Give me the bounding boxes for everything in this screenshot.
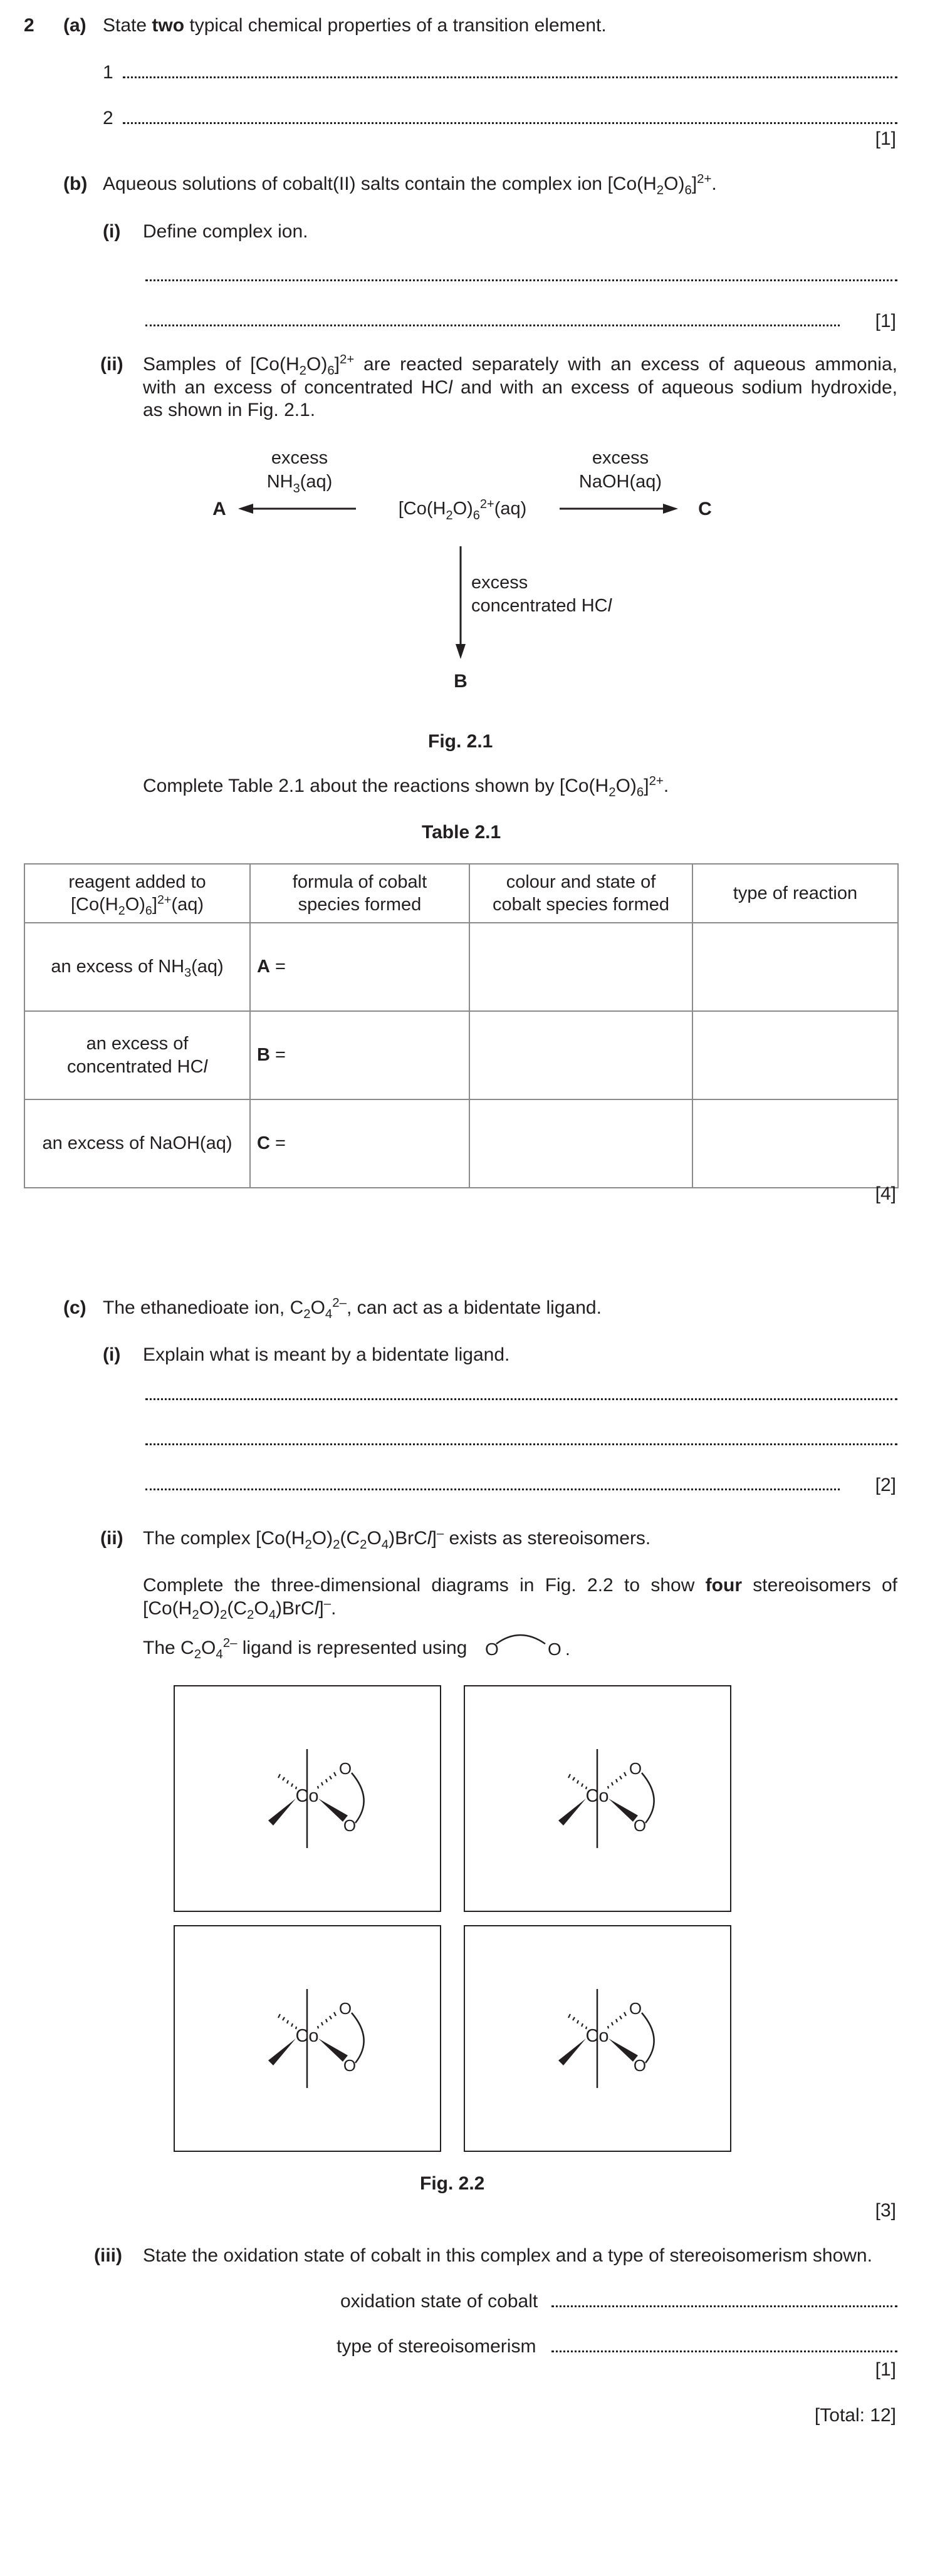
- part-b-ii-line2: with an excess of concentrated HCl and with an excess of aqueous sodium hydroxide,: [143, 377, 897, 398]
- ligand-representation-text: The $C_2O_4^{2-}$ ligand is represented using: [143, 1636, 467, 1661]
- stereoisomer-diagram-1: [175, 1686, 440, 1911]
- row-reagent-hcl: an excess of concentrated HCl: [24, 1011, 250, 1099]
- part-c-ii-instruction-line1: Complete the three-dimensional diagrams in Fig. 2.2 to show four stereoisomers of: [143, 1575, 897, 1596]
- header-reaction-type: type of reaction: [692, 864, 898, 923]
- hashed-wedge-right: [318, 1772, 336, 1789]
- oxygen-label-bottom: O: [343, 2056, 357, 2075]
- fig-2-1-scheme: [0, 432, 940, 702]
- part-b-i-answer-line-1[interactable]: [145, 279, 897, 281]
- part-c-i-question: Explain what is meant by a bidentate ligand.: [143, 1344, 510, 1365]
- hashed-wedge-right: [318, 2012, 336, 2028]
- part-a-answer-line-1[interactable]: [123, 76, 897, 78]
- right-reagent-line2: NaOH(aq): [578, 472, 662, 492]
- octahedral-template: [268, 1749, 364, 1848]
- part-b-i-answer-line-2[interactable]: [145, 325, 840, 326]
- part-c-iii-marks: [1]: [875, 2359, 896, 2380]
- arrow-right-head: [663, 504, 678, 514]
- oxidation-state-label: oxidation state of cobalt: [340, 2291, 538, 2312]
- arrow-down-head: [456, 644, 466, 659]
- oxygen-label-bottom: O: [633, 1816, 647, 1835]
- center-species: [$Co(H_2O)_6^{2+}(aq)$: [398, 497, 527, 522]
- stereoisomer-box-4[interactable]: [464, 1925, 731, 2152]
- part-a-line1-number: 1: [103, 62, 113, 83]
- fig-2-1-caption: Fig. 2.1: [428, 731, 493, 752]
- right-reagent: [579, 448, 662, 492]
- question-number: 2: [24, 15, 34, 36]
- hashed-wedge-right: [608, 1772, 626, 1789]
- oxygen-label-top: O: [629, 1759, 642, 1778]
- stereoisomer-box-3[interactable]: [174, 1925, 441, 2152]
- left-reagent-line1: excess: [271, 448, 328, 468]
- row-formula-c[interactable]: C =: [250, 1099, 469, 1188]
- part-c-ii-instruction-line2: $[Co(H_2O)_2(C_2O_4)BrCl]^-$.: [143, 1597, 337, 1622]
- row-reagent-nh3: an excess of $NH_3(aq)$: [24, 923, 250, 1011]
- row-formula-a[interactable]: A =: [250, 923, 469, 1011]
- oxygen-label-top: O: [338, 1999, 352, 2018]
- oxidation-state-answer-line[interactable]: [551, 2305, 897, 2307]
- header-colour-state: colour and state of cobalt species formed: [469, 864, 692, 923]
- part-b-i-marks: [1]: [875, 311, 896, 331]
- stereoisomerism-type-label: type of stereoisomerism: [337, 2336, 536, 2357]
- part-c-i-answer-line-3[interactable]: [145, 1488, 840, 1490]
- part-c-ii-label: (ii): [100, 1528, 123, 1549]
- fig-2-2-caption: Fig. 2.2: [420, 2173, 485, 2194]
- hashed-wedge-left: [568, 2014, 587, 2029]
- part-c-intro: The ethanedioate ion, $C_2O_4^{2-}$, can act as a bidentate ligand.: [103, 1296, 602, 1321]
- table-row: [24, 923, 898, 1011]
- octahedral-template: [268, 1989, 364, 2088]
- part-c-ii-marks: [3]: [875, 2200, 896, 2221]
- part-b-intro: Aqueous solutions of cobalt(II) salts contain the complex ion $[Co(H_2O)_6]^{2+}$.: [103, 172, 717, 197]
- part-c-iii-label: (iii): [94, 2245, 122, 2266]
- part-a-answer-line-2[interactable]: [123, 122, 897, 124]
- part-c-label: (c): [63, 1297, 86, 1318]
- part-b-ii-line1: Samples of $[Co(H_2O)_6]^{2+}$ are reacted separately with an excess of aqueous ammonia,: [143, 353, 897, 378]
- cobalt-label: Co: [295, 2026, 319, 2046]
- oxygen-label-top: O: [338, 1759, 352, 1778]
- stereoisomer-box-1[interactable]: [174, 1685, 441, 1912]
- oxygen-label-top: O: [629, 1999, 642, 2018]
- row-reaction-type-a[interactable]: [692, 923, 898, 1011]
- cobalt-label: Co: [585, 1786, 609, 1806]
- part-c-ii-question: The complex $[Co(H_2O)_2(C_2O_4)BrCl]^-$ exists as stereoisomers.: [143, 1527, 651, 1552]
- part-b-i-question: Define complex ion.: [143, 221, 308, 242]
- row-reaction-type-c[interactable]: [692, 1099, 898, 1188]
- hashed-wedge-left: [568, 1774, 587, 1789]
- part-b-label: (b): [63, 174, 88, 194]
- solid-wedge-left: [268, 2038, 296, 2065]
- cobalt-label: Co: [585, 2026, 609, 2046]
- table-2-1: [24, 863, 899, 1188]
- stereoisomerism-type-answer-line[interactable]: [551, 2350, 897, 2352]
- solid-wedge-left: [558, 1799, 586, 1826]
- hashed-wedge-left: [278, 1774, 296, 1789]
- down-reagent-line2: concentrated HCl: [471, 596, 612, 616]
- row-colour-state-a[interactable]: [469, 923, 692, 1011]
- down-reagent-line1: excess: [471, 573, 528, 593]
- row-reaction-type-b[interactable]: [692, 1011, 898, 1099]
- part-a-line2-number: 2: [103, 108, 113, 128]
- part-a-question: State two typical chemical properties of a transition element.: [103, 15, 607, 36]
- cobalt-label: Co: [295, 1786, 319, 1806]
- part-c-i-answer-line-2[interactable]: [145, 1443, 897, 1445]
- product-b-label: B: [454, 671, 467, 692]
- part-b-i-label: (i): [103, 221, 121, 242]
- row-reagent-naoh: an excess of NaOH(aq): [24, 1099, 250, 1188]
- header-formula: formula of cobalt species formed: [250, 864, 469, 923]
- product-c-label: C: [698, 499, 712, 519]
- oxygen-label-bottom: O: [343, 1816, 357, 1835]
- oxygen-label-bottom: O: [633, 2056, 647, 2075]
- octahedral-template: [558, 1749, 654, 1848]
- svg-text:.: .: [565, 1639, 570, 1659]
- ligand-symbol-o2: O: [548, 1639, 561, 1659]
- hashed-wedge-left: [278, 2014, 296, 2029]
- stereoisomer-diagram-4: [465, 1926, 730, 2151]
- left-reagent: [267, 448, 333, 496]
- ligand-symbol: [483, 1626, 577, 1664]
- table-2-1-title: Table 2.1: [422, 822, 501, 843]
- table-row: [24, 1099, 898, 1188]
- row-colour-state-c[interactable]: [469, 1099, 692, 1188]
- solid-wedge-left: [558, 2038, 586, 2065]
- hashed-wedge-right: [608, 2012, 626, 2028]
- stereoisomer-diagram-3: [175, 1926, 440, 2151]
- ethanedioate-arc: [642, 2013, 654, 2063]
- ethanedioate-arc: [352, 2013, 364, 2063]
- part-b-ii-label: (ii): [100, 354, 123, 375]
- ethanedioate-arc: [352, 1773, 364, 1823]
- part-a-label: (a): [63, 15, 86, 36]
- part-c-i-answer-line-1[interactable]: [145, 1398, 897, 1400]
- part-c-i-marks: [2]: [875, 1475, 896, 1495]
- header-reagent: reagent added to $[Co(H_2O)_6]^{2+}(aq)$: [24, 864, 250, 923]
- arrow-left-head: [238, 504, 253, 514]
- left-reagent-line2: $NH_3(aq)$: [266, 472, 333, 496]
- table-row: [24, 1011, 898, 1099]
- part-a-marks: [1]: [875, 128, 896, 149]
- octahedral-template: [558, 1989, 654, 2088]
- table-header-row: [24, 864, 898, 923]
- stereoisomer-diagram-2: [465, 1686, 730, 1911]
- part-c-iii-question: State the oxidation state of cobalt in this complex and a type of stereoisomerism shown.: [143, 2245, 872, 2266]
- part-b-ii-marks: [4]: [875, 1183, 896, 1204]
- part-c-i-label: (i): [103, 1344, 121, 1365]
- part-b-ii-line3: as shown in Fig. 2.1.: [143, 400, 316, 420]
- solid-wedge-left: [268, 1799, 296, 1826]
- ethanedioate-arc: [642, 1773, 654, 1823]
- down-reagent: [471, 573, 613, 616]
- stereoisomer-box-2[interactable]: [464, 1685, 731, 1912]
- right-reagent-line1: excess: [592, 448, 649, 468]
- row-formula-b[interactable]: B =: [250, 1011, 469, 1099]
- ligand-symbol-o1: O: [485, 1639, 499, 1659]
- complete-table-instruction: Complete Table 2.1 about the reactions shown by $[Co(H_2O)_6]^{2+}$.: [143, 774, 669, 799]
- product-a-label: A: [212, 499, 226, 519]
- row-colour-state-b[interactable]: [469, 1011, 692, 1099]
- question-total: [Total: 12]: [814, 2405, 896, 2426]
